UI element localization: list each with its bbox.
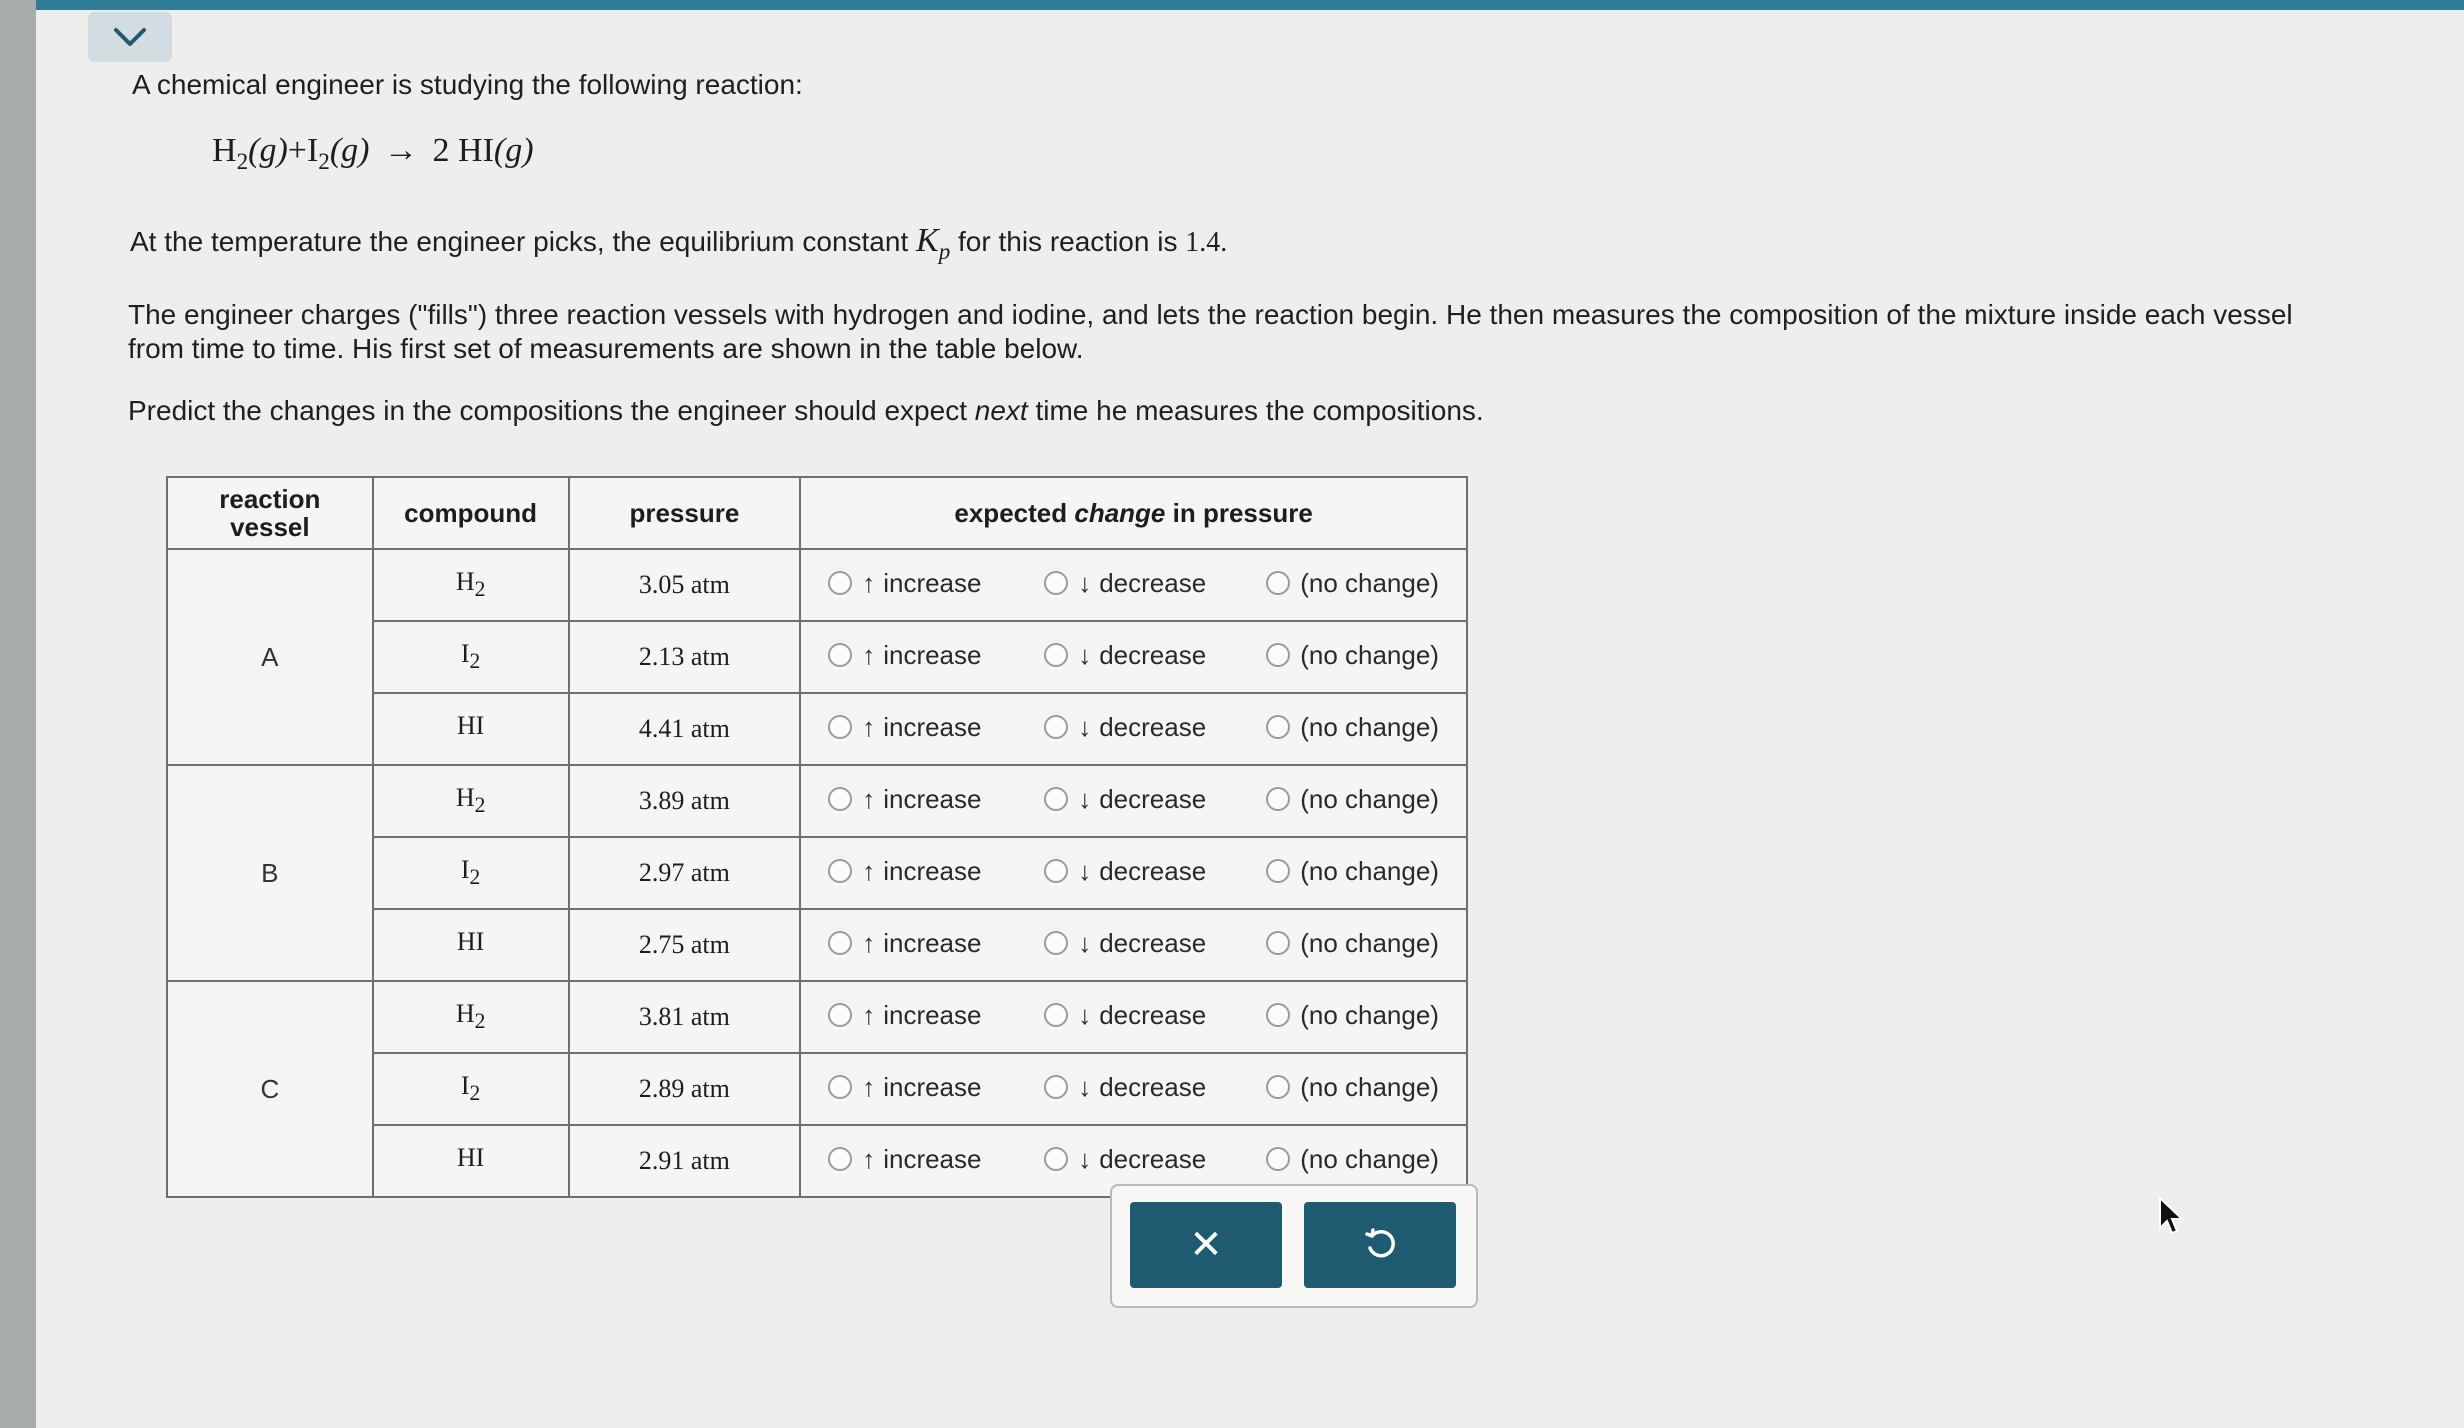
option-no-change-label: (no change) [1300, 567, 1439, 598]
arrow-down-icon: ↓ [1078, 639, 1092, 670]
option-no-change[interactable] [1266, 1072, 1439, 1103]
option-increase[interactable] [828, 856, 1044, 887]
radio-button[interactable] [1044, 1075, 1068, 1099]
radio-button[interactable] [1044, 787, 1068, 811]
option-increase[interactable] [828, 928, 1044, 959]
option-no-change[interactable] [1266, 568, 1439, 599]
vessel-label: B [167, 765, 373, 981]
arrow-up-icon: ↑ [862, 711, 876, 742]
option-decrease-label: decrease [1099, 1143, 1207, 1174]
arrow-up-icon: ↑ [862, 1071, 876, 1102]
radio-button[interactable] [1266, 859, 1290, 883]
option-decrease-label: decrease [1099, 639, 1207, 670]
option-decrease[interactable] [1044, 712, 1266, 743]
change-options [800, 693, 1467, 765]
clear-button[interactable] [1130, 1202, 1282, 1288]
option-increase-label: increase [883, 855, 982, 886]
close-icon: ✕ [1189, 1222, 1223, 1268]
option-decrease-label: decrease [1099, 711, 1207, 742]
option-increase-label: increase [883, 1143, 982, 1174]
option-no-change[interactable] [1266, 928, 1439, 959]
option-no-change-label: (no change) [1300, 999, 1439, 1030]
option-decrease[interactable] [1044, 784, 1266, 815]
option-no-change[interactable] [1266, 784, 1439, 815]
option-decrease[interactable] [1044, 568, 1266, 599]
compound-cell: $H_2$ [373, 981, 569, 1053]
option-increase[interactable] [828, 1072, 1044, 1103]
arrow-down-icon: ↓ [1078, 927, 1092, 958]
header-expected-change: expected change in pressure [800, 477, 1467, 549]
radio-button[interactable] [828, 1147, 852, 1171]
option-no-change[interactable] [1266, 1144, 1439, 1175]
problem-description: The engineer charges ("fills") three reaction vessels with hydrogen and iodine, and lets the reaction begin. He then measures the composition of the mixture inside each vessel from time to time. His first set of measurements are shown in the table below. [128, 299, 2293, 364]
arrow-up-icon: ↑ [862, 927, 876, 958]
table-row [167, 981, 1467, 1053]
option-increase[interactable] [828, 712, 1044, 743]
option-decrease[interactable] [1044, 928, 1266, 959]
option-no-change-label: (no change) [1300, 927, 1439, 958]
arrow-up-icon: ↑ [862, 855, 876, 886]
arrow-down-icon: ↓ [1078, 1071, 1092, 1102]
option-increase-label: increase [883, 1071, 982, 1102]
radio-button[interactable] [1044, 715, 1068, 739]
option-increase-label: increase [883, 927, 982, 958]
reaction-equation: $H_2(g)+I_2(g) \to 2$ HI(g) [212, 132, 534, 176]
arrow-up-icon: ↑ [862, 999, 876, 1030]
intro-text: A chemical engineer is studying the following reaction: [132, 69, 803, 100]
option-decrease-label: decrease [1099, 1071, 1207, 1102]
radio-button[interactable] [1266, 571, 1290, 595]
arrow-up-icon: ↑ [862, 783, 876, 814]
radio-button[interactable] [1044, 931, 1068, 955]
compound-cell: $I_2$ [373, 1053, 569, 1125]
option-increase[interactable] [828, 568, 1044, 599]
radio-button[interactable] [828, 715, 852, 739]
arrow-down-icon: ↓ [1078, 711, 1092, 742]
pressure-cell: 2.75 atm [569, 909, 801, 981]
radio-button[interactable] [1266, 931, 1290, 955]
left-edge-strip [0, 0, 36, 1428]
option-decrease-label: decrease [1099, 783, 1207, 814]
measurements-table [166, 476, 1468, 1198]
pressure-cell: 3.05 atm [569, 549, 801, 621]
action-button-panel [1110, 1184, 1478, 1308]
radio-button[interactable] [1044, 1003, 1068, 1027]
change-options [800, 621, 1467, 693]
radio-button[interactable] [828, 1075, 852, 1099]
arrow-down-icon: ↓ [1078, 783, 1092, 814]
vessel-label: A [167, 549, 373, 765]
compound-cell: HI [373, 693, 569, 765]
compound-cell: $I_2$ [373, 837, 569, 909]
table-row [167, 549, 1467, 621]
option-decrease[interactable] [1044, 640, 1266, 671]
pressure-cell: 2.89 atm [569, 1053, 801, 1125]
header-pressure: pressure [569, 477, 801, 549]
option-no-change-label: (no change) [1300, 783, 1439, 814]
change-options [800, 837, 1467, 909]
radio-button[interactable] [1044, 571, 1068, 595]
option-increase-label: increase [883, 639, 982, 670]
option-decrease-label: decrease [1099, 567, 1207, 598]
compound-cell: $H_2$ [373, 549, 569, 621]
compound-cell: $I_2$ [373, 621, 569, 693]
chevron-down-icon [112, 26, 148, 48]
option-no-change-label: (no change) [1300, 1143, 1439, 1174]
predict-instruction: Predict the changes in the compositions the engineer should expect next time he measures the compositions. [128, 395, 1484, 426]
change-options [800, 909, 1467, 981]
option-increase-label: increase [883, 783, 982, 814]
radio-button[interactable] [828, 931, 852, 955]
arrow-down-icon: ↓ [1078, 1143, 1092, 1174]
undo-button[interactable] [1304, 1202, 1456, 1288]
option-no-change[interactable] [1266, 856, 1439, 887]
option-decrease[interactable] [1044, 856, 1266, 887]
arrow-up-icon: ↑ [862, 639, 876, 670]
option-increase-label: increase [883, 567, 982, 598]
change-options [800, 981, 1467, 1053]
arrow-down-icon: ↓ [1078, 567, 1092, 598]
radio-button[interactable] [1266, 643, 1290, 667]
radio-button[interactable] [828, 787, 852, 811]
pressure-cell: 2.91 atm [569, 1125, 801, 1197]
option-no-change-label: (no change) [1300, 1071, 1439, 1102]
arrow-down-icon: ↓ [1078, 999, 1092, 1030]
radio-button[interactable] [1044, 643, 1068, 667]
pressure-cell: 3.81 atm [569, 981, 801, 1053]
radio-button[interactable] [828, 643, 852, 667]
option-decrease[interactable] [1044, 1000, 1266, 1031]
radio-button[interactable] [1266, 1003, 1290, 1027]
vessel-label: C [167, 981, 373, 1197]
option-no-change[interactable] [1266, 1000, 1439, 1031]
option-increase-label: increase [883, 711, 982, 742]
arrow-up-icon: ↑ [862, 1143, 876, 1174]
compound-cell: HI [373, 1125, 569, 1197]
radio-button[interactable] [828, 859, 852, 883]
option-decrease-label: decrease [1099, 855, 1207, 886]
radio-button[interactable] [1266, 1075, 1290, 1099]
option-no-change-label: (no change) [1300, 639, 1439, 670]
radio-button[interactable] [828, 1003, 852, 1027]
header-compound: compound [373, 477, 569, 549]
option-no-change-label: (no change) [1300, 855, 1439, 886]
option-increase[interactable] [828, 784, 1044, 815]
option-no-change-label: (no change) [1300, 711, 1439, 742]
radio-button[interactable] [1266, 715, 1290, 739]
arrow-down-icon: ↓ [1078, 855, 1092, 886]
mouse-cursor-icon [2158, 1196, 2186, 1236]
collapse-button[interactable] [88, 12, 172, 62]
pressure-cell: 4.41 atm [569, 693, 801, 765]
radio-button[interactable] [828, 571, 852, 595]
radio-button[interactable] [1266, 787, 1290, 811]
pressure-cell: 2.13 atm [569, 621, 801, 693]
radio-button[interactable] [1266, 1147, 1290, 1171]
pressure-cell: 2.97 atm [569, 837, 801, 909]
pressure-cell: 3.89 atm [569, 765, 801, 837]
radio-button[interactable] [1044, 1147, 1068, 1171]
top-accent-bar [36, 0, 2464, 10]
option-decrease-label: decrease [1099, 999, 1207, 1030]
compound-cell: HI [373, 909, 569, 981]
option-no-change[interactable] [1266, 640, 1439, 671]
header-reaction-vessel: reaction vessel [167, 477, 373, 549]
change-options [800, 765, 1467, 837]
table-row [167, 765, 1467, 837]
change-options [800, 1053, 1467, 1125]
option-increase[interactable] [828, 640, 1044, 671]
option-decrease[interactable] [1044, 1144, 1266, 1175]
kp-sentence: At the temperature the engineer picks, the equilibrium constant $K_p$ for this reaction is 1.4. [130, 222, 1228, 266]
undo-icon [1363, 1228, 1397, 1262]
compound-cell: $H_2$ [373, 765, 569, 837]
arrow-up-icon: ↑ [862, 567, 876, 598]
option-decrease[interactable] [1044, 1072, 1266, 1103]
radio-button[interactable] [1044, 859, 1068, 883]
option-increase[interactable] [828, 1144, 1044, 1175]
option-increase[interactable] [828, 1000, 1044, 1031]
option-increase-label: increase [883, 999, 982, 1030]
option-no-change[interactable] [1266, 712, 1439, 743]
change-options [800, 549, 1467, 621]
option-decrease-label: decrease [1099, 927, 1207, 958]
